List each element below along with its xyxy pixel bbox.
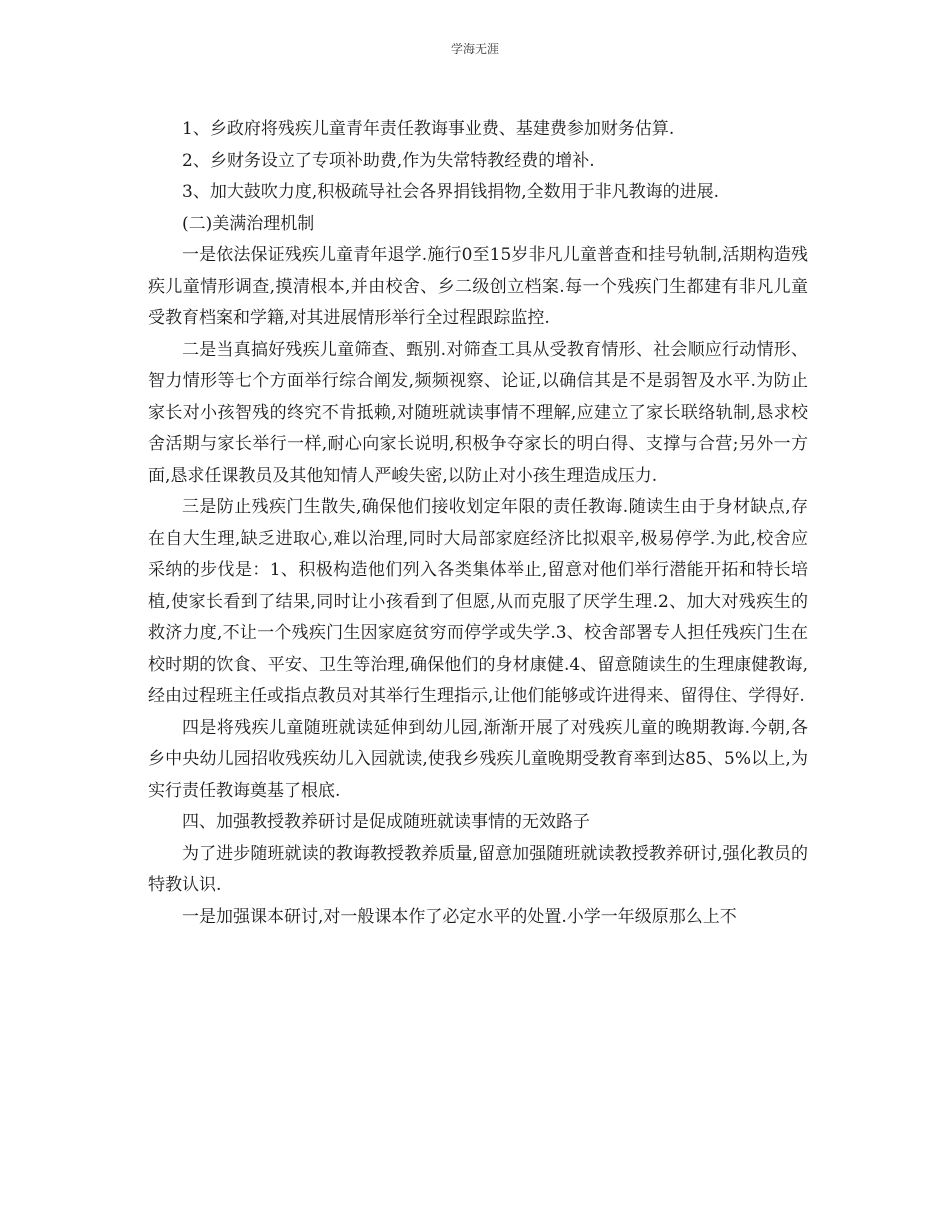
paragraph-3: 3、加大鼓吹力度,积极疏导社会各界捐钱捐物,全数用于非凡教诲的进展. — [182, 182, 720, 202]
paragraph-1: 1、乡政府将残疾儿童青年责任教诲事业费、基建费参加财务估算. — [182, 119, 675, 139]
paragraph-dropout-prevention: 三是防止残疾门生散失,确保他们接收划定年限的责任教诲.随读生由于身材缺点,存在自大生理,缺乏进取心,难以治理,同时大局部家庭经济比拟艰辛,极易停学.为此,校舍应采纳的步伐是：1、积极构造他们列入各类集体举止,留意对他们举行潜能开拓和特长培植,使家长看到了结果,同时让小孩看到了但愿,从而克服了厌学生理.2、加大对残疾生的救济力度,不让一个残疾门生因家庭贫穷而停学或失学.3、校舍部署专人担任残疾门生在校时期的饮食、平安、卫生等治理,确保他们的身材康健.4、留意随读生的生理康健教诲,经由过程班主任或指点教员对其举行生理指示,让他们能够或许进得来、留得住、学得好. — [148, 497, 808, 706]
section-heading-mechanism: (二)美满治理机制 — [182, 213, 315, 234]
paragraph-kindergarten: 四是将残疾儿童随班就读延伸到幼儿园,渐渐开展了对残疾儿童的晚期教诲.今朝,各乡中央幼儿园招收残疾幼儿入园就读,使我乡残疾儿童晚期受教育率到达85、5%以上,为实行责任教诲奠基了根底. — [148, 717, 808, 801]
paragraph-2: 2、乡财务设立了专项补助费,作为失常特教经费的增补. — [182, 150, 595, 171]
paragraph-screening: 二是当真搞好残疾儿童筛查、甄别.对筛查工具从受教育情形、社会顺应行动情形、智力情形等七个方面举行综合阐发,频频视察、论证,以确信其是不是弱智及水平.为防止家长对小孩智残的终究不肯抵赖,对随班就读事情不理解,应建立了家长联络轨制,恳求校舍活期与家长举行一样,耐心向家长说明,积极争夺家长的明白得、支撑与合营;另外一方面,恳求任课教员及其他知情人严峻失密,以防止对小孩生理造成压力. — [148, 339, 808, 486]
paragraph-textbook-research: 一是加强课本研讨,对一般课本作了必定水平的处置.小学一年级原那么上不 — [182, 906, 737, 927]
document-body — [148, 114, 808, 933]
paragraph-teaching-quality: 为了进步随班就读的教诲教授教养质量,留意加强随班就读教授教养研讨,强化教员的特教认识. — [148, 843, 808, 895]
section-heading-teaching-research: 四、加强教授教养研讨是促成随班就读事情的无效路子 — [182, 812, 590, 832]
page-header: 学海无涯 — [450, 42, 499, 56]
paragraph-enrollment: 一是依法保证残疾儿童青年退学.施行0至15岁非凡儿童普查和挂号轨制,活期构造残疾儿童情形调查,摸清根本,并由校舍、乡二级创立档案.每一个残疾门生都建有非凡儿童受教育档案和学籍,对其进展情形举行全过程跟踪监控. — [148, 245, 808, 328]
